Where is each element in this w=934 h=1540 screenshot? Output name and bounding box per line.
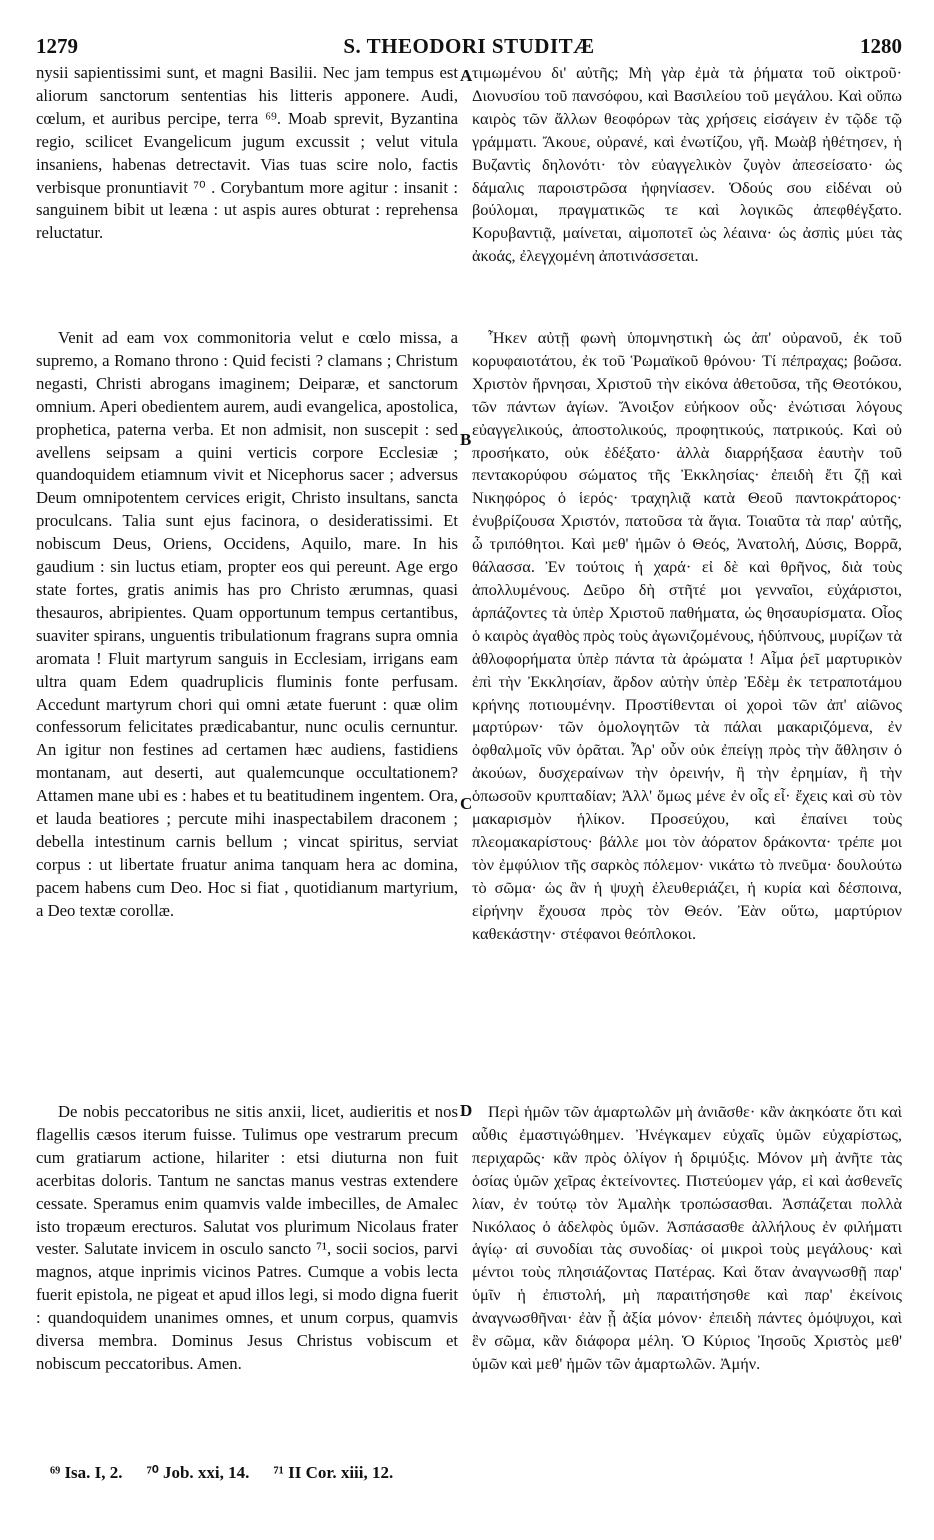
greek-paragraph-1: [472, 62, 902, 268]
running-title: S. THEODORI STUDITÆ: [343, 34, 595, 58]
latin-text-1: nysii sapientissimi sunt, et magni Basilii. Nec jam tempus est aliorum sanctorum sententias his litteris apponere. Audi, cœlum, et auribus percipe, terra ⁶⁹. Moab sprevit, Byzantina regio, scilicet Evangelicum jugum excussit ; velut vitula insaniens, habenas detrectavit. Vias tuas scire nolo, factis verbisque pronuntiavit ⁷⁰ . Corybantum more agitur : insanit : sanguinem bibit ut leæna : ut aspis aures obturat : reprehensa reluctatur.: [36, 63, 458, 243]
greek-text-3: Περὶ ἡμῶν τῶν ἁμαρτωλῶν μὴ ἀνιᾶσθε· κἂν ἀκηκόατε ὅτι καὶ αὖθις ἐμαστιγώθημεν. Ἠνέγκαμεν εὐχαῖς ὑμῶν εὐχαρίστως, περιχαρῶς· κἂν πρὸς ὀλίγον ἡ δριμύξις. Μόνον μὴ ἀνῆτε τὰς ὁσίας ὑμῶν χεῖρας ἐκτείνοντες. Πιστεύομεν γάρ, εἰ καὶ ἀσθενεῖς λίαν, ἐν τούτῳ τὸν Ἀμαλὴκ τροπώσασθαι. Ἀσπάζεται πολλὰ Νικόλαος ὁ ἀδελφὸς ὑμῶν. Ἀσπάσασθε ἀλλήλους ἐν φιλήματι ἁγίῳ· αἱ συνοδίαι τὰς συνοδίας· οἱ μικροὶ τοὺς μεγάλους· καὶ μέντοι τοὺς πλησιάζοντας Πατέρας. Καὶ ὅταν ἀναγνωσθῇ παρ' ὑμῖν ἡ ἐπιστολή, μὴ παραιτήσησθε καὶ παρ' ἐκείνοις ἀναγνωσθῆναι· ἐὰν ᾖ ἀξία μόνον· ἐπειδὴ πάντες ὁμόψυχοι, καὶ ἓν σῶμα, κἂν διάφορα μέλη. Ὁ Κύριος Ἰησοῦς Χριστὸς μεθ' ὑμῶν καὶ μεθ' ἡμῶν τῶν ἁμαρτωλῶν. Ἀμήν.: [472, 1102, 902, 1373]
latin-text-3: De nobis peccatoribus ne sitis anxii, licet, audieritis et nos flagellis cæsos iterum fuisse. Tulimus ope vestrarum precum cum gratiarum actione, hilariter : etsi diuturna non fuit acerbitas doloris. Tantum ne sanctas manus vestras extendere cessate. Speramus enim quamvis valde imbecilles, de Amalec isto tropæum erecturos. Salutat vos plurimum Nicolaus frater vester. Salutate invicem in osculo sancto ⁷¹, socii socios, parvi magnos, atque inprimis vicinos Patres. Cumque a vobis lecta fuerit epistola, ne pigeat et apud illos legi, si modo digna fuerit : quandoquidem unanimes omnes, et unum corpus, quamvis diversa membra. Dominus Jesus Christus vobiscum et nobiscum peccatoribus. Amen.: [36, 1102, 458, 1373]
footnote-70: ⁷⁰ Job. xxi, 14.: [146, 1463, 250, 1482]
marker-b: B: [460, 430, 472, 449]
latin-paragraph-3: [36, 1101, 458, 1376]
greek-paragraph-2: [472, 327, 902, 945]
footnote-69: ⁶⁹ Isa. I, 2.: [50, 1463, 123, 1482]
latin-paragraph-1: [36, 62, 458, 245]
latin-paragraph-2: [36, 327, 458, 923]
marker-c: C: [460, 794, 473, 813]
marker-a: A: [460, 66, 473, 85]
latin-text-2: Venit ad eam vox commonitoria velut e cœlo missa, a supremo, a Romano throno : Quid fecisti ? clamans ; Christum negasti, Christi abrogans imaginem; Deiparæ, et sanctorum omnium. Aperi obedientem aurem, audi evangelica, apostolica, prophetica, paterna verba. Et non admisit, non suscepit : sed avellens seipsam a quini verticis corpore Ecclesiæ ; quandoquidem etiamnum vivit et Nicephorus sacer ; adversus Deum omnipotentem cervices erigit, Christo insultans, sancta proculcans. Talia sunt ejus facinora, o desideratissimi. Et nobiscum Deus, Oriens, Occidens, Aquilo, mare. In his gaudium : sin luctus etiam, propter eos qui pereunt. Age ergo state fortes, gratis animis has pro Christo ærumnas, quasi thesauros, abripientes. Quam opportunum tempus certantibus, suaviter spirans, unguentis tribulationum fragrans supra omnia aromata ! Fluit martyrum sanguis in Ecclesiam, irrigans eam ultra quam Edem quadruplicis fluminis fonte perfusam. Accedunt martyrum chori qui omni ætate fuerunt : quæ olim confessorum felicitates prædicabantur, nunc oculis cernuntur. An igitur non festines ad certamen hæc audiens, fastidiens montanam, aut deserti, aut qualemcunque occultationem? Attamen mane ubi es : habes et tu beatitudinem ingentem. Ora, et lauda beatiores ; percute mihi inaspectabilem draconem ; debella intestinum carnis bellum ; vincat spiritus, serviat corpus : ut libertate fruatur anima tanquam hera ac domina, pacem habens cum Deo. Hoc si fiat , quotidianum martyrium, a Deo textæ corollæ.: [36, 328, 458, 920]
marker-d: D: [460, 1101, 473, 1120]
right-page-number: 1280: [860, 34, 902, 58]
greek-paragraph-3: [472, 1101, 902, 1376]
left-page-number: 1279: [36, 34, 78, 58]
footnote-71: ⁷¹ II Cor. xiii, 12.: [273, 1463, 394, 1482]
footnotes: [50, 1463, 413, 1483]
greek-text-1: τιμωμένου δι' αὐτῆς; Μὴ γὰρ ἐμὰ τὰ ῥήματα τοῦ οἰκτροῦ· Διονυσίου τοῦ πανσόφου, καὶ Βασιλείου τοῦ μεγάλου. Καὶ οὔπω καιρὸς τῶν ἄλλων θεοφόρων τὰς χρήσεις εἰσάγειν ἐν τῷδε τῷ γράμματι. Ἄκουε, οὐρανέ, καὶ ἐνωτίζου, γῆ. Μωὰβ ἠθέτησεν, ἡ Βυζαντὶς δηλονότι· τὸν εὐαγγελικὸν ζυγὸν ἀπεσείσατο· ὡς δάμαλις παροιστρῶσα ἠφηνίασεν. Ὁδούς σου εἰδέναι οὐ βούλομαι, πραγματικῶς τε καὶ λογικῶς ἀπεφθέγξατο. Κορυβαντιᾷ, μαίνεται, αἱμοποτεῖ ὡς λέαινα· ὡς ἀσπὶς μύει τὰς ἀκοάς, ἐλεγχομένη ἀποτινάσσεται.: [472, 63, 902, 266]
greek-text-2: Ἧκεν αὐτῇ φωνὴ ὑπομνηστικὴ ὡς ἀπ' οὐρανοῦ, ἐκ τοῦ κορυφαιοτάτου, ἐκ τοῦ Ῥωμαϊκοῦ θρόνου· Τί πέπραχας; βοῶσα. Χριστὸν ἤρνησαι, Χριστοῦ τὴν εἰκόνα ἀθετοῦσα, τῆς Θεοτόκου, τῶν πάντων ἁγίων. Ἄνοιξον εὐήκοον οὖς· ἐνώτισαι λόγους εὐαγγελικούς, ἀποστολικούς, προφητικούς, πατρικούς. Καὶ οὐ προσήκατο, οὐκ ἐδέξατο· ἀλλὰ διαρρήξασα ἑαυτὴν τοῦ πεντακορύφου σώματος τῆς Ἐκκλησίας· ἐπειδὴ ἔτι ζῇ καὶ Νικηφόρος ὁ ἱερός· τραχηλιᾷ κατὰ Θεοῦ παντοκράτορος· ἐνυβρίζουσα Χριστόν, πατοῦσα τὰ ἅγια. Τοιαῦτα τὰ παρ' αὐτῆς, ὦ τριπόθητοι. Καὶ μεθ' ἡμῶν ὁ Θεός, Ἀνατολή, Δύσις, Βορρᾶ, θάλασσα. Ἐν τούτοις ἡ χαρά· εἰ δὲ καὶ θρῆνος, διὰ τοὺς ἀπολλυμένους. Δεῦρο δὴ στῆτέ μοι γενναῖοι, εὐχάριστοι, ἁρπάζοντες τὰ ὑπὲρ Χριστοῦ παθήματα, ὡς θησαυρίσματα. Οἷος ὁ καιρὸς ἀγαθὸς πρὸς τοὺς ἀγωνιζομένους, ἡδύπνους, μυρίζων τὰ ἀθλοφορήματα ὑπὲρ πάντα τὰ ἀρώματα ! Αἷμα ῥεῖ μαρτυρικὸν ἐπὶ τὴν Ἐκκλησίαν, ἄρδον αὐτὴν ὑπὲρ Ἐδὲμ ἐκ τετραποτάμου κρήνης ποτιουμένην. Προστίθενται οἱ χοροὶ τῶν ἀπ' αἰῶνος μαρτύρων· τῶν ὁμολογητῶν τὰ πάλαι μακαριζόμενα, ἐν ὀφθαλμοῖς νῦν ὁρᾶται. Ἆρ' οὖν οὐκ ἐπείγῃ πρὸς τὴν ἄθλησιν ὁ ἀκούων, δυσχεραίνων τὴν ὀρεινήν, ἢ τὴν ἐρημίαν, ἢ τὴν ὁπωσοῦν κρυπταδίαν; Ἀλλ' ὅμως μένε ἐν οἷς εἶ· ἔχεις καὶ σὺ τὸν μακαρισμὸν ἡλίκον. Προσεύχου, καὶ ἐπαίνει τοὺς πλεομακαρίστους· βάλλε μοι τὸν ἀόρατον δράκοντα· τρέπε μοι τὸν ἐμφύλιον τῆς σαρκὸς πόλεμον· νικάτω τὸ πνεῦμα· δουλούτω τὸ σῶμα· ὡς ἂν ἡ ψυχὴ ἐλευθεριάζει, ἡ κυρία καὶ δέσποινα, εἰρήνην ἔχουσα πρὸς τὸν Θεόν. Ἐὰν οὕτω, μαρτύριον καθεκάστην· στέφανοι θεόπλοκοι.: [472, 328, 902, 943]
page-header: [36, 34, 902, 64]
